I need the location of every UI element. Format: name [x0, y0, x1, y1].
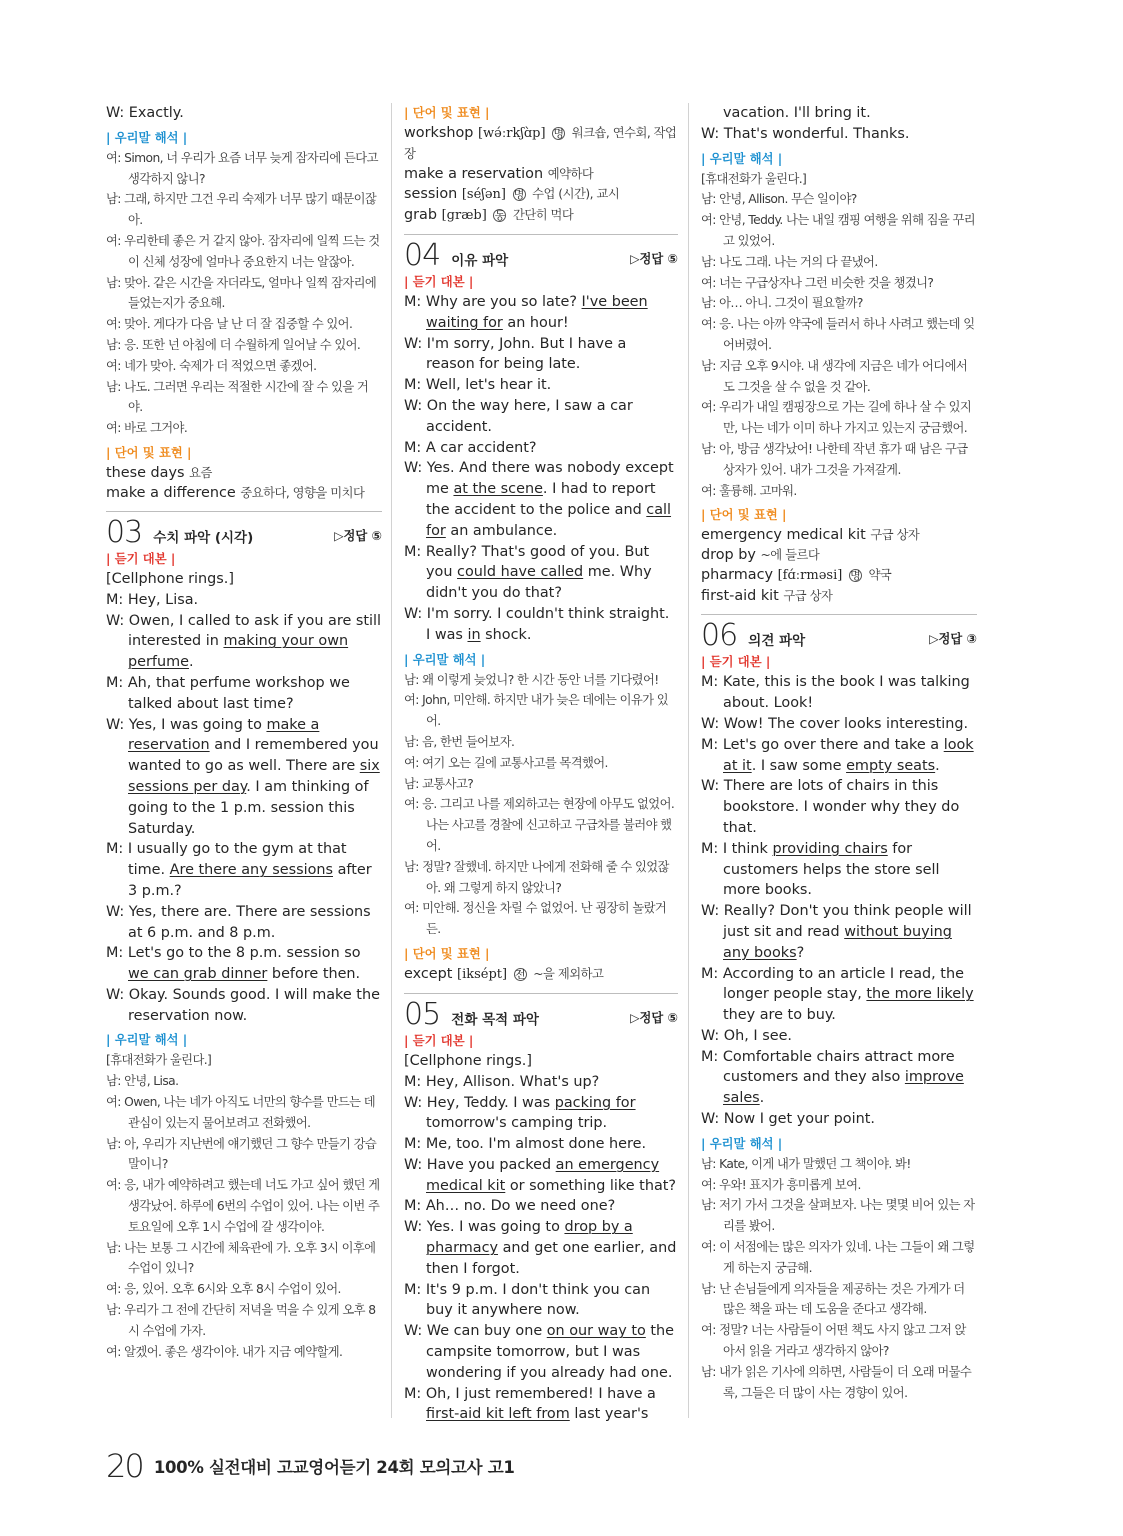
part-of-speech-badge: 전: [514, 967, 526, 981]
part-of-speech-badge: 명: [850, 569, 861, 583]
key-phrase: the more likely: [866, 986, 974, 1003]
translation-line: 남: 지금 오후 9시야. 내 생각에 지금은 네가 어디에서도 그것을 살 수 없을 것 같아.: [701, 358, 968, 394]
dialogue-line: [404, 292, 678, 334]
column-divider-1: [391, 103, 392, 1418]
vocab-meaning: 구급 상자: [870, 528, 920, 543]
translation-line: 남: 나도. 그러면 우리는 적절한 시간에 잘 수 있을 거야.: [106, 379, 369, 415]
vocab-term: pharmacy: [701, 567, 774, 584]
translation-line: 남: 우리가 그 전에 간단히 저녁을 먹을 수 있게 오후 8시 수업에 가자.: [106, 1303, 376, 1338]
key-phrase: drop by a pharmacy: [426, 1219, 633, 1257]
translation-line: 남: 맞아. 같은 시간을 자더라도, 얼마나 일찍 잠자리에 들었는지가 중요해.: [106, 275, 377, 311]
section-title: 이유 파악: [451, 253, 509, 269]
translation-line: 남: 왜 이렇게 늦었니? 한 시간 동안 너를 기다렸어!: [404, 672, 659, 687]
dialogue-line: [701, 1047, 977, 1109]
translation-line: 여: 우와! 표지가 흥미롭게 보여.: [701, 1177, 861, 1192]
vocab-label: | 단어 및 표현 |: [701, 508, 787, 523]
translation-line: 여: 우리가 내일 캠핑장으로 가는 길에 하나 살 수 있지만, 나는 네가 이미 하나 가지고 있는지 궁금했어.: [701, 400, 972, 436]
vocab-term: make a difference: [106, 484, 236, 501]
answer-badge: ▷정답 ③: [929, 632, 977, 647]
text-segment: W: Owen, I called to ask if you are still interested in: [106, 612, 382, 650]
text-segment: . I saw some: [751, 757, 847, 774]
key-phrase: an emergency medical kit: [426, 1156, 660, 1194]
translation-line: 여: 여기 오는 길에 교통사고를 목격했어.: [404, 755, 608, 770]
part-of-speech-badge: 명: [513, 188, 525, 201]
dialogue-line: M: A car accident?: [404, 439, 537, 456]
text-segment: and get one earlier, and then I forgot.: [426, 1240, 677, 1277]
vocab-item: [106, 463, 382, 483]
text-segment: shock.: [480, 626, 532, 643]
section-number: 04: [404, 238, 441, 273]
text-segment: after 3 p.m.?: [128, 862, 372, 899]
key-phrase: packing for: [554, 1094, 636, 1111]
section-title: 전화 목적 파악: [451, 1011, 539, 1028]
text-segment: M: According to an article I read, the longer people stay,: [701, 965, 964, 1003]
vocab-label: | 단어 및 표현 |: [404, 106, 490, 120]
translation-line: 여: 안녕, Teddy. 나는 내일 캠핑 여행을 위해 짐을 꾸리고 있었어.: [701, 213, 976, 248]
key-phrase: Are there any sessions: [169, 862, 333, 879]
vocab-meaning: 간단히 먹다: [512, 208, 574, 222]
dialogue-line: M: Ah… no. Do we need one?: [404, 1198, 616, 1215]
translation-line: 여: 응. 나는 아까 약국에 들러서 하나 사려고 했는데 잊어버렸어.: [701, 317, 975, 352]
vocab-item: [404, 164, 678, 184]
text-segment: for customers helps the store sell more books.: [723, 840, 940, 899]
dialogue-line: W: Wow! The cover looks interesting.: [701, 715, 969, 732]
text-segment: before then.: [267, 966, 361, 983]
book-title: 100% 실전대비 고교영어듣기 24회 모의고사 고1: [153, 1458, 515, 1477]
key-phrase: on our way to: [546, 1323, 646, 1340]
vocab-meaning: 중요하다, 영향을 미치다: [240, 485, 365, 500]
column-3: [701, 103, 977, 1403]
script-label: | 듣기 대본 |: [404, 275, 474, 289]
section-title: 의견 파악: [748, 633, 806, 650]
vocab-item: [106, 483, 382, 503]
translation-label: | 우리말 해석 |: [701, 151, 783, 166]
text-segment: M: I usually go to the gym at that time.: [106, 841, 347, 879]
dialogue-line: [404, 1384, 678, 1426]
page-number: 20: [106, 1447, 143, 1485]
translation-line: 남: 교통사고?: [404, 776, 474, 791]
translation-line: [휴대전화가 울린다.]: [701, 171, 807, 186]
translation-line: 남: 아… 아니. 그것이 필요할까?: [701, 296, 863, 311]
key-phrase: in: [467, 626, 481, 643]
section-header-06: [701, 614, 977, 652]
script-label: | 듣기 대본 |: [106, 551, 176, 566]
page-footer: [106, 1447, 515, 1487]
dialogue-line: [404, 1155, 678, 1197]
vocab-term: make a reservation: [404, 166, 544, 182]
dialogue-line: M: Hey, Allison. What's up?: [404, 1073, 600, 1090]
text-segment: the campsite tomorrow, but I was wondering if you already had one.: [426, 1323, 674, 1381]
text-segment: W: Hey, Teddy. I was: [404, 1094, 555, 1111]
translation-line: 남: 난 손님들에게 의자들을 제공하는 것은 가게가 더 많은 책을 파는 데 도움을 준다고 생각해.: [701, 1281, 965, 1317]
vocab-meaning: 워크숍, 연수회, 작업장: [404, 126, 677, 161]
column-1: [106, 103, 382, 1362]
translation-line: 남: Kate, 이게 내가 말했던 그 책이야. 봐!: [701, 1156, 911, 1171]
key-phrase: could have called: [457, 564, 584, 581]
dialogue-line: W: Okay. Sounds good. I will make the reservation now.: [106, 986, 380, 1024]
translation-line: 여: 알겠어. 좋은 생각이야. 내가 지금 예약할게.: [106, 1344, 343, 1359]
pronunciation: [græb]: [441, 208, 487, 223]
text-segment: M: Why are you so late?: [404, 294, 582, 310]
key-phrase: call for: [426, 501, 672, 539]
section-number: 05: [404, 996, 441, 1032]
text-segment: W: Yes. I was going to: [404, 1219, 565, 1236]
dialogue-line: W: Oh, I see.: [701, 1027, 793, 1044]
text-segment: W: Yes. And there was nobody except me: [404, 460, 674, 498]
text-segment: .: [935, 757, 940, 774]
dialogue-line: [106, 715, 382, 840]
text-segment: .: [188, 654, 194, 671]
vocab-term: session: [404, 186, 458, 202]
dialogue-line: W: Yes, there are. There are sessions at 6 p.m. and 8 p.m.: [106, 903, 371, 941]
vocab-item: [701, 525, 977, 545]
translation-line: 여: 이 서점에는 많은 의자가 있네. 나는 그들이 왜 그렇게 하는지 궁금해.: [701, 1240, 975, 1275]
translation-line: 여: 응, 내가 예약하려고 했는데 너도 가고 싶어 했던 게 생각났어. 하루에 6번의 수업이 있어. 나는 이번 주 토요일에 오후 1시 수업에 갈 생각이야.: [106, 1178, 380, 1234]
translation-label: | 우리말 해석 |: [404, 652, 486, 667]
dialogue-line: M: Me, too. I'm almost done here.: [404, 1136, 647, 1153]
text-segment: tomorrow's camping trip.: [426, 1115, 608, 1132]
dialogue-line: W: There are lots of chairs in this bookstore. I wonder why they do that.: [701, 778, 960, 836]
answer-badge: ▷정답 ⑤: [334, 528, 382, 543]
translation-line: 남: 그래, 하지만 그건 우리 숙제가 너무 많기 때문이잖아.: [106, 192, 377, 228]
dialogue-line: [701, 735, 977, 777]
pronunciation: [fɑ́ːrməsi]: [777, 568, 843, 584]
dialogue-line: W: Exactly.: [106, 105, 184, 121]
key-phrase: first-aid kit left from: [426, 1406, 570, 1423]
translation-line: 남: 응. 또한 넌 아침에 더 수월하게 일어날 수 있어.: [106, 337, 361, 352]
text-segment: and I remembered you wanted to go as well. There are: [128, 737, 379, 775]
vocab-item: [404, 184, 678, 205]
text-segment: or something like that?: [505, 1177, 677, 1194]
text-segment: M: Comfortable chairs attract more customers and they also: [701, 1048, 955, 1086]
script-label: | 듣기 대본 |: [701, 655, 771, 670]
dialogue-line: M: It's 9 p.m. I don't think you can buy it anywhere now.: [404, 1281, 651, 1319]
translation-line: [휴대전화가 울린다.]: [106, 1053, 212, 1068]
dialogue-line: [701, 839, 977, 901]
dialogue-line: [404, 604, 678, 646]
translation-line: 여: 바로 그거야.: [106, 421, 188, 436]
dialogue-line: W: On the way here, I saw a car accident.: [404, 397, 633, 435]
vocab-term: grab: [404, 207, 438, 223]
dialogue-line: [404, 1321, 678, 1383]
text-segment: . I am thinking of going to the 1 p.m. session this Saturday.: [128, 778, 369, 837]
dialogue-line: [Cellphone rings.]: [106, 570, 234, 587]
text-segment: .: [759, 1090, 765, 1107]
vocab-meaning: 구급 상자: [783, 589, 833, 604]
translation-line: 여: 훌륭해. 고마워.: [701, 483, 797, 498]
text-segment: M: Really? That's good of you. But you: [404, 543, 650, 581]
vocab-item: [701, 586, 977, 606]
translation-line: 남: 음, 한번 들어보자.: [404, 734, 515, 749]
dialogue-line: [404, 458, 678, 541]
text-segment: W: Have you packed: [404, 1156, 556, 1173]
section-number: 06: [701, 618, 738, 654]
vocab-label: | 단어 및 표현 |: [106, 445, 192, 460]
translation-line: 남: 저기 가서 그것을 살펴보자. 나는 몇몇 비어 있는 자리를 봤어.: [701, 1198, 975, 1234]
part-of-speech-badge: 동: [494, 209, 506, 222]
translation-line: 여: Simon, 너 우리가 요즘 너무 늦게 잠자리에 든다고 생각하지 않니?: [106, 150, 378, 186]
translation-line: 여: 네가 맞아. 숙제가 더 적었으면 좋겠어.: [106, 358, 317, 373]
vocab-term: except: [404, 965, 453, 982]
key-phrase: without buying any books: [723, 923, 952, 961]
vocab-item: [404, 205, 678, 226]
translation-line: 여: John, 미안해. 하지만 내가 늦은 데에는 이유가 있어.: [404, 693, 668, 729]
translation-line: 여: 응, 있어. 오후 6시와 오후 8시 수업이 있어.: [106, 1282, 341, 1297]
vocab-meaning: 수업 (시간), 교시: [532, 187, 620, 201]
part-of-speech-badge: 명: [553, 127, 564, 140]
vocab-label: | 단어 및 표현 |: [404, 946, 490, 961]
dialogue-line: [701, 901, 977, 963]
vocab-meaning: 예약하다: [547, 167, 594, 181]
key-phrase: look at it: [723, 736, 974, 774]
text-segment: an ambulance.: [445, 522, 558, 539]
key-phrase: we can grab dinner: [128, 966, 268, 983]
pronunciation: [iksépt]: [457, 966, 508, 982]
dialogue-line: [404, 1093, 678, 1135]
translation-line: 남: 아, 방금 생각났어! 나한테 작년 휴가 때 남은 구급상자가 있어. 내가 그것을 가져갈게.: [701, 441, 968, 477]
translation-line: 남: 안녕, Allison. 무슨 일이야?: [701, 192, 857, 207]
translation-line: 여: Owen, 나는 네가 아직도 너만의 향수를 만드는 데 관심이 있는지 물어보려고 전화했어.: [106, 1095, 376, 1130]
dialogue-line: [701, 964, 977, 1026]
translation-line: 여: 맞아. 게다가 다음 날 난 더 잘 집중할 수 있어.: [106, 317, 353, 332]
text-segment: me. Why didn't you do that?: [426, 564, 652, 602]
dialogue-line: W: That's wonderful. Thanks.: [701, 125, 910, 142]
translation-line: 남: 나도 그래. 나는 거의 다 끝냈어.: [701, 254, 878, 269]
pronunciation: [séʃən]: [461, 187, 506, 202]
section-title: 수치 파악 (시각): [153, 529, 254, 546]
vocab-meaning: ~에 들르다: [760, 548, 820, 563]
translation-line: 남: 아, 우리가 지난번에 얘기했던 그 향수 만들기 강습 말이니?: [106, 1136, 377, 1172]
key-phrase: providing chairs: [772, 840, 888, 857]
key-phrase: I've been waiting for: [426, 294, 648, 331]
key-phrase: improve sales: [723, 1069, 964, 1107]
translation-line: 여: 응. 그리고 나를 제외하고는 현장에 아무도 없었어. 나는 사고를 경찰에 신고하고 구급차를 불러야 했어.: [404, 797, 675, 853]
text-segment: W: Really? Don't you think people will just sit and read: [701, 903, 972, 940]
section-number: 03: [106, 514, 143, 550]
dialogue-line: [106, 611, 382, 673]
dialogue-line: W: I'm sorry, John. But I have a reason for being late.: [404, 335, 627, 373]
dialogue-line: M: Kate, this is the book I was talking about. Look!: [701, 674, 970, 712]
translation-label: | 우리말 해석 |: [106, 1033, 188, 1048]
vocab-term: workshop: [404, 125, 474, 141]
answer-badge: ▷정답 ⑤: [630, 1010, 678, 1025]
vocab-term: first-aid kit: [701, 588, 779, 605]
vocab-item: [404, 964, 678, 985]
text-segment: they are to buy.: [723, 1007, 836, 1024]
section-header-05: [404, 993, 678, 1031]
translation-label: | 우리말 해석 |: [106, 130, 188, 145]
column-2: [404, 103, 678, 1425]
text-segment: last year's: [569, 1406, 649, 1423]
script-label: | 듣기 대본 |: [404, 1033, 474, 1048]
vocab-term: these days: [106, 464, 185, 481]
translation-line: 여: 미안해. 정신을 차릴 수 없었어. 난 굉장히 놀랐거든.: [404, 901, 667, 937]
key-phrase: empty seats: [846, 757, 936, 774]
key-phrase: make a reservation: [128, 716, 320, 754]
translation-label: | 우리말 해석 |: [701, 1136, 783, 1151]
dialogue-line: M: Well, let's hear it.: [404, 377, 552, 394]
vocab-term: drop by: [701, 547, 756, 564]
vocab-term: emergency medical kit: [701, 527, 866, 544]
text-segment: . I had to report the accident to the police and: [426, 481, 656, 518]
section-header-04: [404, 234, 678, 272]
dialogue-line: W: Now I get your point.: [701, 1111, 875, 1128]
dialogue-line: [106, 943, 382, 985]
key-phrase: at the scene: [453, 481, 543, 498]
text-segment: an hour!: [502, 314, 569, 331]
vocab-item: [701, 545, 977, 565]
key-phrase: six sessions per day: [128, 758, 380, 795]
dialogue-line: [106, 839, 382, 901]
vocab-meaning: 요즘: [189, 465, 212, 480]
translation-line: 남: 내가 읽은 기사에 의하면, 사람들이 더 오래 머물수록, 그들은 더 많이 사는 경향이 있어.: [701, 1364, 972, 1400]
text-segment: W: Yes, I was going to: [106, 716, 267, 733]
dialogue-line: [404, 1217, 678, 1279]
translation-line: 남: 안녕, Lisa.: [106, 1074, 179, 1089]
vocab-meaning: 약국: [868, 568, 892, 583]
pronunciation: [wə́ːrkʃɑ̀p]: [477, 126, 546, 141]
translation-line: 남: 정말? 잘했네. 하지만 나에게 전화해 줄 수 있었잖아. 왜 그렇게 하지 않았니?: [404, 859, 669, 895]
section-header-03: [106, 511, 382, 549]
text-segment: M: Oh, I just remembered! I have a: [404, 1385, 656, 1402]
text-segment: M: Let's go to the 8 p.m. session so: [106, 945, 361, 962]
dialogue-line: [Cellphone rings.]: [404, 1052, 532, 1069]
translation-line: 여: 정말? 너는 사람들이 어떤 책도 사지 않고 그저 앉아서 읽을 거라고 생각하지 않아?: [701, 1323, 966, 1359]
answer-badge: ▷정답 ⑤: [630, 252, 678, 266]
text-segment: M: Let's go over there and take a: [701, 736, 944, 753]
text-segment: M: I think: [701, 840, 773, 857]
vocab-item: [701, 565, 977, 586]
translation-line: 여: 우리한테 좋은 거 같지 않아. 잠자리에 일찍 드는 것이 신체 성장에 얼마나 중요한지 너는 알잖아.: [106, 233, 380, 269]
vocab-item: [404, 123, 678, 164]
dialogue-line: [404, 542, 678, 604]
dialogue-line: M: Ah, that perfume workshop we talked about last time?: [106, 674, 350, 712]
text-segment: W: I'm sorry. I couldn't think straight. I was: [404, 605, 670, 643]
text-segment: W: We can buy one: [404, 1323, 547, 1340]
key-phrase: making your own perfume: [128, 633, 349, 671]
text-segment: ?: [796, 944, 805, 961]
column-divider-2: [688, 103, 689, 1418]
translation-line: 여: 너는 구급상자나 그런 비슷한 것을 챙겼니?: [701, 275, 934, 290]
dialogue-line: M: Hey, Lisa.: [106, 591, 199, 608]
translation-line: 남: 나는 보통 그 시간에 체육관에 가. 오후 3시 이후에 수업이 있니?: [106, 1240, 376, 1276]
dialogue-continuation: vacation. I'll bring it.: [723, 105, 871, 121]
vocab-meaning: ~을 제외하고: [533, 966, 604, 981]
